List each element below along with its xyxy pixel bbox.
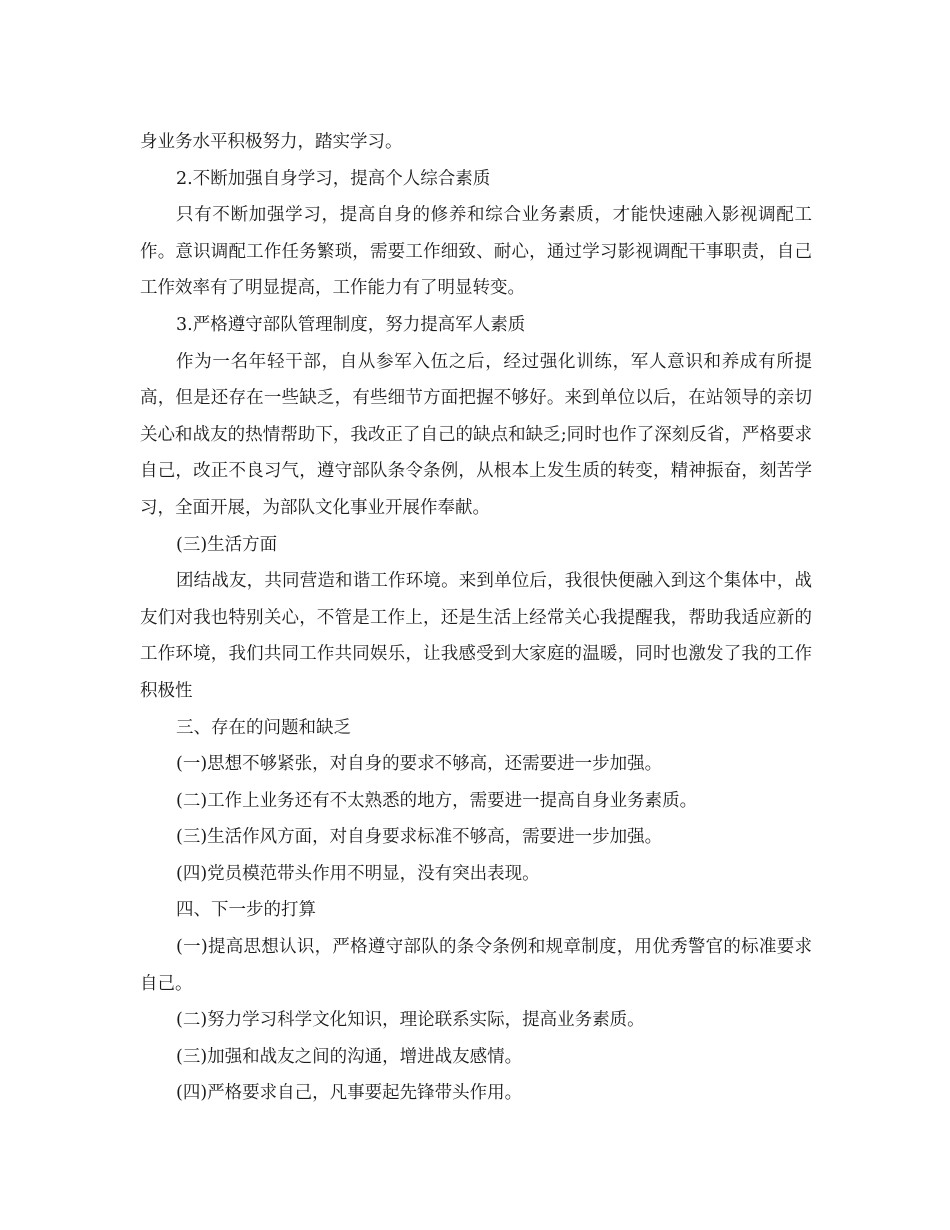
list-item-plan-3: (三)加强和战友之间的沟通，增进战友感情。: [176, 1046, 523, 1067]
heading-life: (三)生活方面: [176, 534, 278, 555]
list-item-problem-2: (二)工作上业务还有不太熟悉的地方，需要进一提高自身业务素质。: [176, 790, 698, 811]
list-item-problem-3: (三)生活作风方面，对自身要求标准不够高，需要进一步加强。: [176, 827, 663, 848]
list-item-problem-4: (四)党员模范带头作用不明显，没有突出表现。: [176, 863, 540, 884]
heading-next-steps: 四、下一步的打算: [176, 900, 316, 921]
paragraph-self-study: 只有不断加强学习，提高自身的修养和综合业务素质，才能快速融入影视调配工作。意识调配工作任务繁琐，需要工作细致、耐心，通过学习影视调配干事职责，自己工作效率有了明显提高，工作能力有了明显转变。: [140, 205, 812, 299]
document-body: [140, 124, 812, 1112]
heading-problems: 三、存在的问题和缺乏: [176, 717, 351, 738]
paragraph-continuation: 身业务水平积极努力，踏实学习。: [140, 132, 403, 152]
list-item-plan-2: (二)努力学习科学文化知识，理论联系实际，提高业务素质。: [176, 1010, 645, 1031]
list-item-plan-1: (一)提高思想认识，严格遵守部队的条令条例和规章制度，用优秀警官的标准要求自己。: [140, 937, 812, 994]
heading-self-study: 2.不断加强自身学习，提高个人综合素质: [176, 168, 491, 189]
list-item-plan-4: (四)严格要求自己，凡事要起先锋带头作用。: [176, 1083, 523, 1104]
paragraph-discipline: 作为一名年轻干部，自从参军入伍之后，经过强化训练，军人意识和养成有所提高，但是还存在一些缺乏，有些细节方面把握不够好。来到单位以后，在站领导的亲切关心和战友的热情帮助下，我改正了自己的缺点和缺乏;同时也作了深刻反省，严格要求自己，改正不良习气，遵守部队条令条例，从根本上发生质的转变，精神振奋，刻苦学习，全面开展，为部队文化事业开展作奉献。: [140, 351, 812, 518]
list-item-problem-1: (一)思想不够紧张，对自身的要求不够高，还需要进一步加强。: [176, 754, 663, 775]
heading-discipline: 3.严格遵守部队管理制度，努力提高军人素质: [176, 314, 526, 335]
paragraph-life: 团结战友，共同营造和谐工作环境。来到单位后，我很快便融入到这个集体中，战友们对我也特别关心，不管是工作上，还是生活上经常关心我提醒我，帮助我适应新的工作环境，我们共同工作共同娱乐，让我感受到大家庭的温暖，同时也激发了我的工作积极性: [140, 571, 812, 701]
